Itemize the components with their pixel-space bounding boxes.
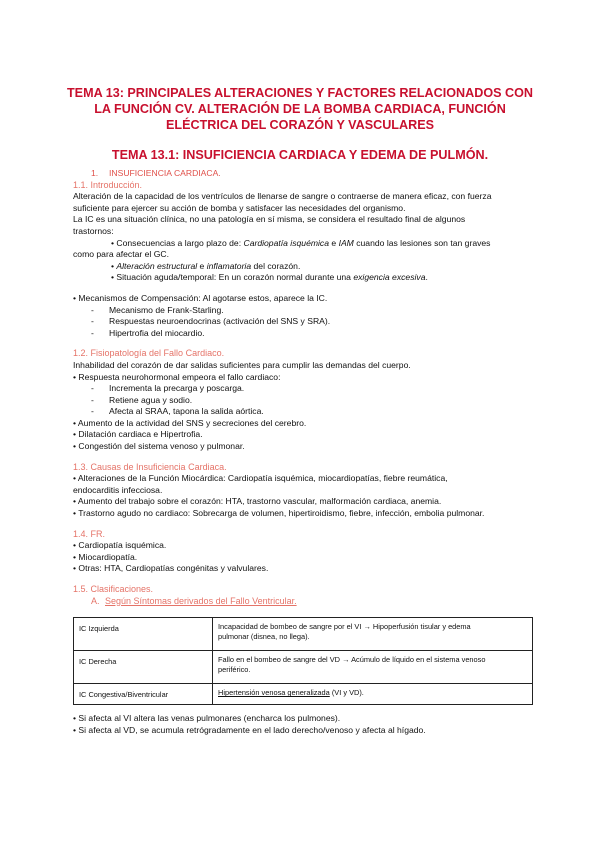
text-run: Retiene agua y sodio. [109, 394, 193, 405]
paragraph-line: como para afectar el GC. [73, 249, 170, 260]
text-run: Mecanismo de Frank-Starling. [109, 304, 224, 315]
bullet-line: • Si afecta al VD, se acumula retrógradamente en el lado derecho/venoso y afecta al hígado. [73, 724, 426, 735]
section-heading [73, 168, 533, 180]
table-cell [213, 618, 533, 651]
title-line: ELÉCTRICA DEL CORAZÓN Y VASCULARES [166, 118, 434, 132]
text-run: . [425, 272, 428, 283]
section-label: INSUFICIENCIA CARDIACA. [109, 168, 221, 178]
subsection-heading: 1.4. FR. [73, 528, 106, 539]
text-run: inflamatoria [206, 260, 252, 271]
text-run: Hipertensión venosa generalizada [218, 688, 330, 698]
sub-subsection-heading [73, 596, 533, 608]
dash-item: - Incrementa la precarga y poscarga. [91, 383, 245, 394]
bullet-line [73, 238, 533, 250]
classification-table [73, 617, 533, 705]
bullet-line: • Respuesta neurohormonal empeora el fallo cardiaco: [73, 371, 281, 382]
text-run: Según Síntomas derivados del Fallo Ventricular. [105, 595, 297, 606]
bullet-line [73, 272, 533, 284]
title-line: LA FUNCIÓN CV. ALTERACIÓN DE LA BOMBA CARDIACA, FUNCIÓN [94, 102, 506, 116]
table-cell: IC Derecha [74, 651, 213, 684]
text-run: e [197, 260, 207, 271]
bullet-line: • Dilatación cardiaca e Hipertrofia. [73, 429, 203, 440]
bullet-line: • Congestión del sistema venoso y pulmonar. [73, 441, 245, 452]
subsection-heading: 1.2. Fisiopatología del Fallo Cardiaco. [73, 348, 225, 359]
paragraph-line: Alteración de la capacidad de los ventrículos de llenarse de sangre o contraerse de manera eficaz, con fuerza [73, 191, 492, 202]
text-run: del corazón. [251, 260, 301, 271]
document-title [40, 85, 560, 133]
bullet-line: • Si afecta al VI altera las venas pulmonares (encharca los pulmones). [73, 713, 341, 724]
paragraph-line: Inhabilidad del corazón de dar salidas suficientes para cumplir las demandas del cuerpo. [73, 359, 411, 370]
subsection-heading: 1.5. Clasificaciones. [73, 584, 154, 594]
text-run: Fallo en el bombeo de sangre del VD → Acúmulo de líquido en el sistema venoso [218, 655, 486, 665]
text-run: • Consecuencias a largo plazo de: [111, 237, 244, 248]
text-run: Incrementa la precarga y poscarga. [109, 383, 245, 394]
paragraph-line: trastornos: [73, 225, 114, 236]
dash-item: - Mecanismo de Frank-Starling. [91, 304, 224, 315]
text-run: • Situación aguda/temporal: En un corazón normal durante una [111, 272, 354, 283]
bullet-line: • Miocardiopatía. [73, 551, 138, 562]
table-cell [213, 684, 533, 705]
paragraph-line: La IC es una situación clínica, no una patología en sí misma, se considera el resultado final de algunos [73, 214, 466, 225]
table-cell: IC Congestiva/Biventricular [74, 684, 213, 705]
table-row [74, 618, 533, 651]
table-cell: IC Izquierda [74, 618, 213, 651]
paragraph-line: suficiente para ejercer su acción de bomba y satisfacer las necesidades del organismo. [73, 202, 406, 213]
bullet-line: • Cardiopatía isquémica. [73, 540, 167, 551]
text-run: periférico. [218, 665, 251, 675]
text-run: cuando las lesiones son tan graves [353, 237, 491, 248]
subsection-heading: 1.3. Causas de Insuficiencia Cardiaca. [73, 461, 227, 472]
text-run: Respuestas neuroendocrinas (activación del SNS y SRA). [109, 316, 331, 327]
bullet-line: • Trastorno agudo no cardiaco: Sobrecarga de volumen, hipertiroidismo, fiebre, infección, embolia pulmonar. [73, 508, 485, 519]
bullet-line: • Alteraciones de la Función Miocárdica: Cardiopatía isquémica, miocardiopatías, fiebre reumática, [73, 473, 448, 484]
bullet-line: • Aumento del trabajo sobre el corazón: HTA, trastorno vascular, malformación cardiaca, anemia. [73, 496, 442, 507]
subsection-heading: 1.1. Introducción. [73, 179, 143, 190]
text-run: Cardiopatía isquémica [243, 237, 329, 248]
dash-item: - Afecta al SRAA, tapona la salida aórtica. [91, 406, 264, 417]
table-row [74, 684, 533, 705]
text-run: pulmonar (disnea, no llega). [218, 632, 310, 642]
text-run: IAM [338, 237, 354, 248]
table-cell [213, 651, 533, 684]
text-run: Incapacidad de bombeo de sangre por el VI → Hipoperfusión tisular y edema [218, 622, 471, 632]
text-run: (VI y VD). [329, 688, 364, 698]
bullet-line: • Otras: HTA, Cardiopatías congénitas y valvulares. [73, 563, 269, 574]
text-run: Hipertrofia del miocardio. [109, 327, 205, 338]
text-run: e [329, 237, 339, 248]
text-run: exigencia excesiva [353, 272, 426, 283]
bullet-line: • Alteración estructural e inflamatoria del corazón. [111, 260, 301, 271]
text-run: Alteración estructural [116, 260, 198, 271]
dash-item: - Retiene agua y sodio. [91, 394, 193, 405]
dash-item: - Hipertrofia del miocardio. [91, 327, 205, 338]
bullet-line: • Aumento de la actividad del SNS y secreciones del cerebro. [73, 417, 307, 428]
table-row [74, 651, 533, 684]
document-subtitle: TEMA 13.1: INSUFICIENCIA CARDIACA Y EDEMA DE PULMÓN. [111, 148, 489, 162]
bullet-line: • Mecanismos de Compensación: Al agotarse estos, aparece la IC. [73, 292, 328, 303]
document-body [73, 168, 533, 736]
text-run: Afecta al SRAA, tapona la salida aórtica. [109, 406, 264, 417]
section-number: 1. [91, 168, 99, 178]
dash-item: - Respuestas neuroendocrinas (activación del SNS y SRA). [91, 316, 331, 327]
title-line: TEMA 13: PRINCIPALES ALTERACIONES Y FACTORES RELACIONADOS CON [66, 86, 534, 100]
paragraph-line: endocarditis infecciosa. [73, 484, 163, 495]
text-run: A. [91, 595, 100, 606]
